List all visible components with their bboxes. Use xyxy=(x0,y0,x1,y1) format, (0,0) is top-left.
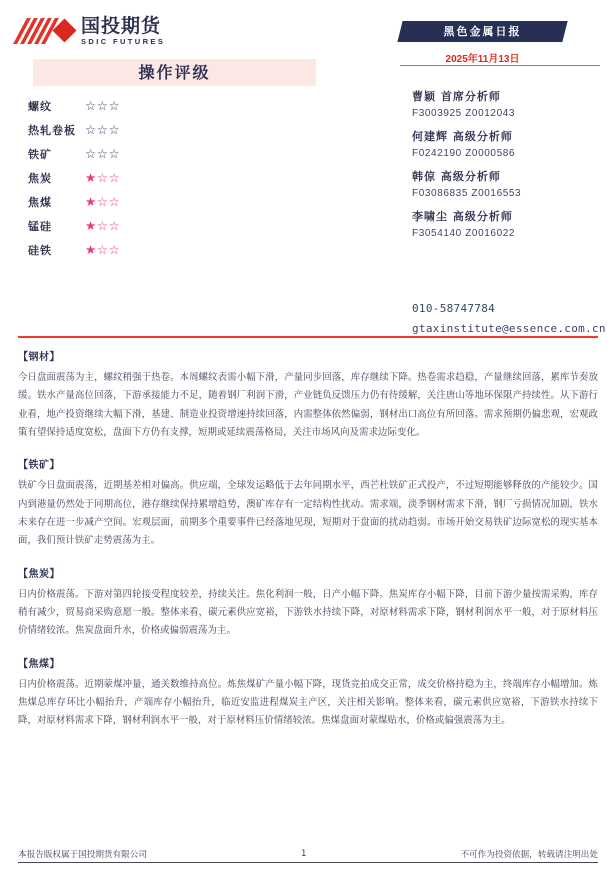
rating-row xyxy=(0,214,330,238)
rating-label: 焦煤 xyxy=(28,196,52,209)
report-section xyxy=(18,565,598,641)
star-empty-icon: ☆ xyxy=(108,170,121,185)
rating-label: 锰硅 xyxy=(28,220,52,233)
star-empty-icon: ☆ xyxy=(108,122,121,137)
contact-email[interactable]: gtaxinstitute@essence.com.cn xyxy=(412,322,606,335)
star-empty-icon: ☆ xyxy=(85,122,97,137)
analyst-name: 韩倞 高级分析师 xyxy=(412,170,501,183)
section-body-text: 日内价格震荡。近期蒙煤冲量，通关数维持高位。炼焦煤矿产量小幅下降，现货竞拍成交正常，成交价格持稳为主，终端库存小幅增加。炼焦煤总库存环比小幅抬升，产端库存小幅抬升，临近安监进程煤炭主产区，关注相关影响。整体来看，碳元素供应宽裕，下游铁水持续下降，对原材料需求下降，钢材利润水平一般，对于原材料压价情绪较浓。焦煤盘面对蒙煤贴水，价格或偏强震荡为主。 xyxy=(18,678,598,727)
rating-panel-title: 操作评级 xyxy=(138,63,211,82)
rating-stars xyxy=(85,124,120,137)
section-body-text: 日内价格震荡。下游对第四轮接受程度较差，持续关注。焦化利润一般，日产小幅下降。焦炭库存小幅下降，目前下游少量按需采购，库存稍有减少，贸易商采购意愿一般。整体来看，碳元素供应宽裕，下游铁水持续下降，对原材料需求下降，钢材利润水平一般，对于原材料压价情绪较浓。焦炭盘面升水，价格或偏弱震荡为主。 xyxy=(18,588,598,637)
star-empty-icon: ☆ xyxy=(96,146,109,161)
rating-label: 热轧卷板 xyxy=(28,124,76,137)
section-heading: 【钢材】 xyxy=(18,352,60,363)
star-empty-icon: ☆ xyxy=(108,98,121,113)
star-empty-icon: ☆ xyxy=(85,146,97,161)
star-filled-icon: ★ xyxy=(85,242,97,257)
analyst-name: 何建辉 高级分析师 xyxy=(412,130,513,143)
report-section xyxy=(18,456,598,550)
star-filled-icon: ★ xyxy=(85,170,97,185)
footer-page-number: 1 xyxy=(300,849,307,859)
star-empty-icon: ☆ xyxy=(96,218,109,233)
rating-list xyxy=(0,94,330,262)
star-filled-icon: ★ xyxy=(85,194,97,209)
star-empty-icon: ☆ xyxy=(108,218,121,233)
company-logo xyxy=(20,17,165,46)
report-footer xyxy=(18,848,598,860)
rating-stars xyxy=(85,100,120,113)
rating-label: 焦炭 xyxy=(28,172,52,185)
rating-stars xyxy=(85,148,120,161)
report-section xyxy=(18,655,598,731)
rating-row xyxy=(0,142,330,166)
star-empty-icon: ☆ xyxy=(96,242,109,257)
star-empty-icon: ☆ xyxy=(108,194,121,209)
rating-row xyxy=(0,190,330,214)
section-heading: 【铁矿】 xyxy=(18,460,60,472)
contact-phone: 010-58747784 xyxy=(412,302,496,315)
rating-label: 螺纹 xyxy=(28,100,52,113)
star-filled-icon: ★ xyxy=(85,218,97,233)
rating-label: 铁矿 xyxy=(28,148,52,161)
section-heading: 【焦煤】 xyxy=(18,658,60,670)
report-date: 2025年11月13日 xyxy=(445,54,520,65)
rating-row xyxy=(0,166,330,190)
footer-divider xyxy=(18,862,598,863)
analyst-license-code: F03086835 Z0016553 xyxy=(412,188,522,199)
report-section xyxy=(18,348,598,442)
analyst-name: 曹颖 首席分析师 xyxy=(412,90,501,103)
footer-disclaimer: 不可作为投资依据，转载请注明出处 xyxy=(460,850,598,860)
logo-company-subtitle: SDIC FUTURES xyxy=(81,37,166,46)
rating-label: 硅铁 xyxy=(28,244,52,257)
logo-mark-icon xyxy=(20,18,74,44)
star-empty-icon: ☆ xyxy=(96,194,109,209)
analyst-name: 李啸尘 高级分析师 xyxy=(412,210,513,223)
star-empty-icon: ☆ xyxy=(96,122,109,137)
section-body-text: 今日盘面震荡为主，螺纹稍强于热卷。本周螺纹表需小幅下滑，产量同步回落，库存继续下降。热卷需求趋稳，产量继续回落，累库节奏放缓。铁水产量高位回落，下游承接能力不足，随着钢厂利润下滑，产业链负反馈压力仍有待缓解，关注唐山等地环保限产持续性。从下游行业看，地产投资继续大幅下滑，基建、制造业投资增速持续回落，内需整体依然偏弱，钢材出口高位有所回落。需求预期仍偏悲观，宏观政策有望保持适度宽松，盘面下方仍有支撑，短期或延续震荡格局，关注市场风向及需求边际变化。 xyxy=(18,372,598,438)
rating-row xyxy=(0,94,330,118)
report-title: 黑色金属日报 xyxy=(443,25,522,38)
rating-stars xyxy=(85,172,120,185)
analyst-license-code: F3054140 Z0016022 xyxy=(412,228,516,239)
analyst-license-code: F3003925 Z0012043 xyxy=(412,108,516,119)
report-body xyxy=(18,348,598,745)
rating-stars xyxy=(85,244,120,257)
star-empty-icon: ☆ xyxy=(85,98,97,113)
header-divider xyxy=(18,336,598,338)
star-empty-icon: ☆ xyxy=(96,98,109,113)
section-heading: 【焦炭】 xyxy=(18,568,60,580)
logo-company-name: 国投期货 xyxy=(81,15,162,37)
rating-stars xyxy=(85,196,120,209)
footer-copyright: 本报告版权属于国投期货有限公司 xyxy=(18,850,147,860)
star-empty-icon: ☆ xyxy=(96,170,109,185)
rating-row xyxy=(0,238,330,262)
date-underline xyxy=(400,65,600,66)
section-body-text: 铁矿今日盘面震荡，近期基差相对偏高。供应端，全球发运略低于去年同期水平，西芒杜铁矿正式投产，不过短期能够释放的产能较少。国内到港量仍然处于同期高位，港存继续保持累增趋势，澳矿库存有一定结构性扰动。需求端，淡季钢材需求下滑，钢厂亏损情况加剧，铁水未来存在进一步减产空间。宏观层面，前期多个重要事件已经落地见现，短期对于盘面的扰动趋弱。市场开始交易铁矿边际宽松的现实基本面，我们预计铁矿走势震荡为主。 xyxy=(18,480,598,547)
star-empty-icon: ☆ xyxy=(108,242,121,257)
rating-row xyxy=(0,118,330,142)
report-header xyxy=(0,0,615,337)
star-empty-icon: ☆ xyxy=(108,146,121,161)
rating-stars xyxy=(85,220,120,233)
analyst-license-code: F0242190 Z0000586 xyxy=(412,148,516,159)
analyst-list xyxy=(412,88,612,248)
